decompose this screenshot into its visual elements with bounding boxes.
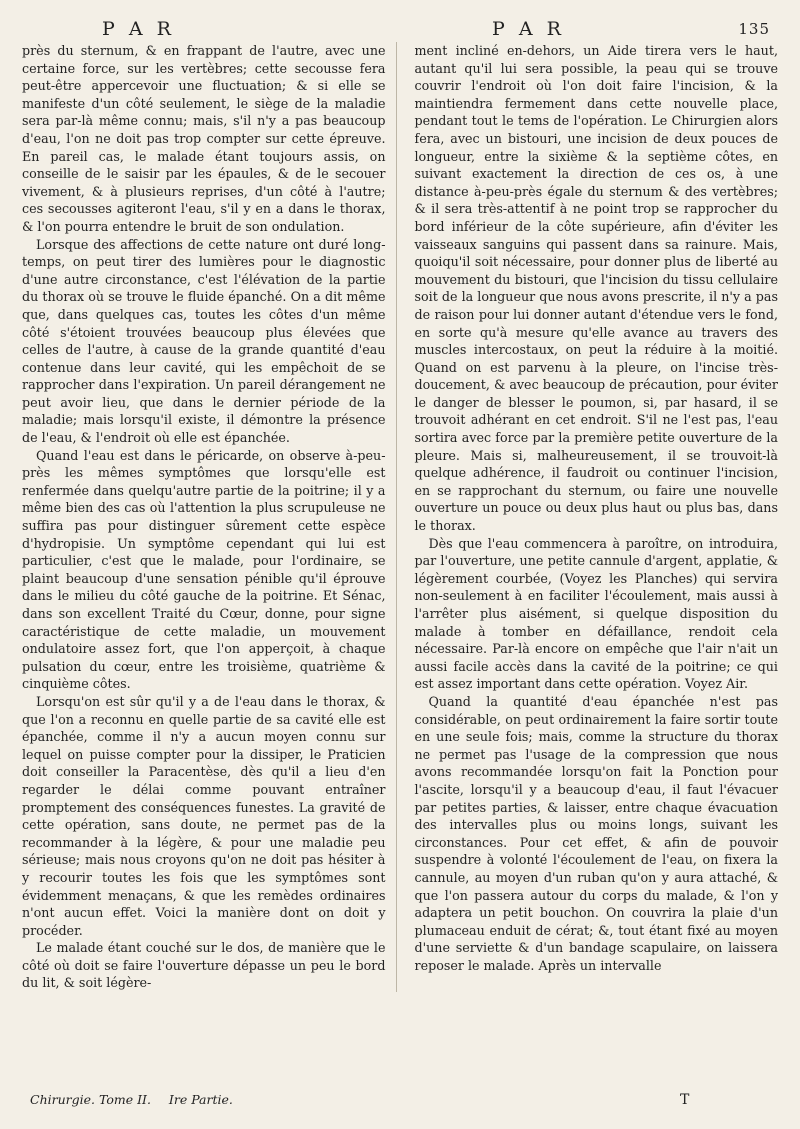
footer-book: Chirurgie. Tome II. — [30, 1092, 151, 1107]
left-column — [22, 42, 397, 992]
paragraph: ment incliné en-dehors, un Aide tirera vers le haut, autant qu'il lui sera possible, la peau qui se trouve couvrir l'endroit où l'on doit faire l'incision, & la maintiendra fermement dans cette nouvelle place, pendant tout le tems de l'opération. Le Chirurgien alors fera, avec un bistouri, une incision de deux pouces de longueur, entre la sixième & la septième côtes, en suivant exactement la direction de ces os, à une distance à-peu-près égale du sternum & des vertèbres; & il sera très-attentif à ne point trop se rapprocher du bord inférieur de la côte supérieure, afin d'éviter les vaisseaux sanguins qui passent dans sa rainure. Mais, quoiqu'il soit nécessaire, pour donner plus de liberté au mouvement du bistouri, que l'incision du tissu cellulaire soit de la longueur que nous avons prescrite, il n'y a pas de raison pour lui donner autant d'étendue vers le fond, en sorte qu'à mesure qu'elle avance au travers des muscles intercostaux, on peut la réduire à la moitié. Quand on est parvenu à la pleure, on l'incise très-doucement, & avec beaucoup de précaution, pour éviter le danger de blesser le poumon, si, par hasard, il se trouvoit adhérant en cet endroit. S'il ne l'est pas, l'eau sortira avec force par la première petite ouverture de la pleure. Mais si, malheureusement, il se trouvoit-là quelque adhérence, il faudroit ou continuer l'incision, en se rapprochant du sternum, ou faire une nouvelle ouverture un pouce ou deux plus haut ou plus bas, dans le thorax. — [414, 43, 778, 534]
paragraph: Lorsque des affections de cette nature ont duré long-temps, on peut tirer des lumières pour le diagnostic d'une autre circonstance, c'est l'élévation de la partie du thorax où se trouve le fluide épanché. On a dit même que, dans quelques cas, toutes les côtes d'un même côté s'étoient trouvées beaucoup plus élevées que celles de l'autre, à cause de la grande quantité d'eau contenue dans leur cavité, qui les empêchoit de se rapprocher dans l'expiration. Un pareil dérangement ne peut avoir lieu, que dans le dernier période de la maladie; mais lorsqu'il existe, il démontre la présence de l'eau, & l'endroit où elle est épanchée. — [22, 236, 386, 446]
paragraph: Quand la quantité d'eau épanchée n'est pas considérable, on peut ordinairement la faire sortir toute en une seule fois; mais, comme la structure du thorax ne permet pas l'usage de la compression que nous avons recommandée lorsqu'on fait la Ponction pour l'ascite, lorsqu'il y a beaucoup d'eau, il faut l'évacuer par petites parties, & laisser, entre chaque évacuation des intervalles plus ou moins longs, suivant les circonstances. Pour cet effet, & afin de pouvoir suspendre à volonté l'écoulement de l'eau, on fixera la cannule, au moyen d'un ruban qu'on y aura attaché, & que l'on passera autour du corps du malade, & l'on y adaptera un petit bouchon. On couvrira la plaie d'un plumaceau enduit de cérat; &, tout étant fixé au moyen d'une serviette & d'un bandage scapulaire, on laissera reposer le malade. Après un intervalle — [414, 693, 778, 973]
running-head-left: P A R — [102, 18, 175, 40]
paragraph: Quand l'eau est dans le péricarde, on observe à-peu-près les mêmes symptômes que lorsqu'elle est renfermée dans quelqu'autre partie de la poitrine; il y a même bien des cas où l'attention la plus scrupuleuse ne suffira pas pour distinguer sûrement cette espèce d'hydropisie. Un symptôme cependant qui lui est particulier, c'est que le malade, pour l'ordinaire, se plaint beaucoup d'une sensation pénible qu'il éprouve dans le milieu du côté gauche de la poitrine. Et Sénac, dans son excellent Traité du Cœur, donne, pour signe caractéristique de cette maladie, un mouvement ondulatoire assez fort, que l'on apperçoit, à chaque pulsation du cœur, entre les troisième, quatrième & cinquième côtes. — [22, 447, 386, 692]
right-column — [415, 42, 779, 992]
paragraph: Dès que l'eau commencera à paroître, on introduira, par l'ouverture, une petite cannule d'argent, applatie, & légèrement courbée, (Voyez les Planches) qui servira non-seulement à en faciliter l'écoulement, mais aussi à l'arrêter plus aisément, si quelque disposition du malade à tomber en défaillance, rendoit cela nécessaire. Par-là encore on empêche que l'air n'ait un aussi facile accès dans la cavité de la poitrine; ce qui est assez important dans cette opération. Voyez Air. — [414, 535, 778, 692]
running-head — [22, 8, 778, 42]
footer-signature — [30, 1092, 247, 1107]
text-columns — [22, 42, 778, 992]
paragraph: près du sternum, & en frappant de l'autre, avec une certaine force, sur les vertèbres; cette secousse fera peut-être appercevoir une fluctuation; & si elle se manifeste d'un côté seulement, le siège de la maladie sera par-là même connu; mais, s'il n'y a pas beaucoup d'eau, l'on ne doit pas trop compter sur cette épreuve. En pareil cas, le malade étant toujours assis, on conseille de le saisir par les épaules, & de le secouer vivement, & à plusieurs reprises, d'un côté à l'autre; ces secousses agiteront l'eau, s'il y en a dans le thorax, & l'on pourra entendre le bruit de son ondulation. — [22, 43, 386, 234]
paragraph: Lorsqu'on est sûr qu'il y a de l'eau dans le thorax, & que l'on a reconnu en quelle partie de sa cavité elle est épanchée, comme il n'y a aucun moyen connu sur lequel on puisse compter pour la dissiper, le Praticien doit conseiller la Paracentèse, dès qu'il a lieu d'en regarder le délai comme pouvant entraîner promptement des conséquences funestes. La gravité de cette opération, sans doute, ne permet pas de la recommander à la légère, & pour une maladie peu sérieuse; mais nous croyons qu'on ne doit pas hésiter à y recourir toutes les fois que les symptômes sont évidemment menaçans, & que les remèdes ordinaires n'ont aucun effet. Voici la manière dont on doit y procéder. — [22, 693, 386, 938]
catchword: T — [680, 1092, 690, 1108]
paragraph: Le malade étant couché sur le dos, de manière que le côté où doit se faire l'ouverture dépasse un peu le bord du lit, & soit légère- — [22, 940, 386, 991]
page-number: 135 — [738, 20, 770, 38]
running-head-right: P A R — [492, 18, 565, 40]
footer-part: Ire Partie. — [168, 1092, 233, 1107]
